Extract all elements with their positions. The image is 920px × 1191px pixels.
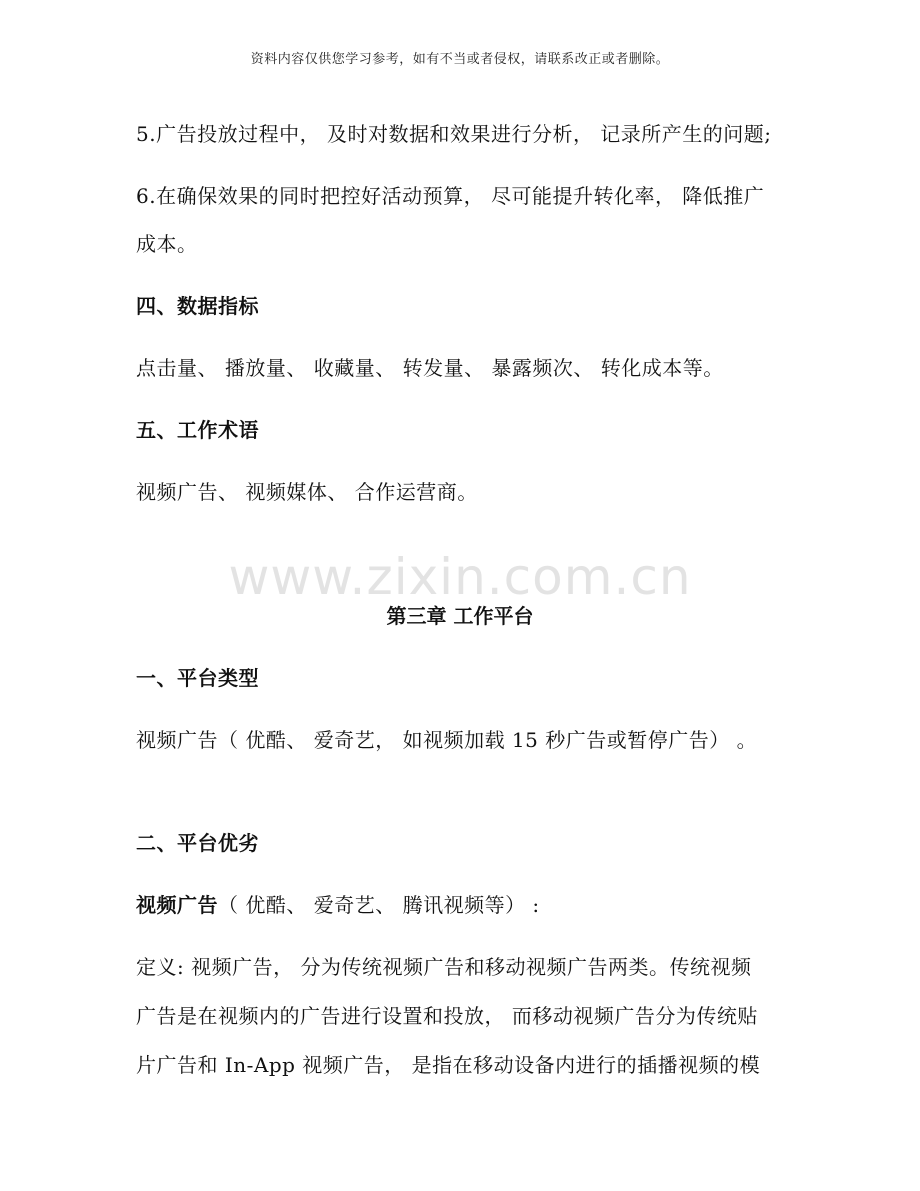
platform-section-1-body: 视频广告（ 优酷、 爱奇艺， 如视频加载 15 秒广告或暂停广告） 。 bbox=[136, 728, 758, 752]
list-item-5: 5.广告投放过程中， 及时对数据和效果进行分析， 记录所产生的问题; bbox=[136, 122, 772, 146]
platform-section-2-heading: 二、平台优劣 bbox=[136, 831, 259, 855]
section-4-body: 点击量、 播放量、 收藏量、 转发量、 暴露频次、 转化成本等。 bbox=[136, 356, 724, 380]
section-4-heading: 四、数据指标 bbox=[136, 294, 259, 318]
definition-line-3: 片广告和 In-App 视频广告， 是指在移动设备内进行的插播视频的模 bbox=[136, 1053, 761, 1077]
section-5-body: 视频广告、 视频媒体、 合作运营商。 bbox=[136, 480, 478, 504]
video-ad-label: 视频广告 bbox=[136, 893, 218, 917]
video-ad-line bbox=[136, 889, 540, 918]
video-ad-examples: （ 优酷、 爱奇艺、 腾讯视频等） : bbox=[218, 893, 540, 917]
platform-section-1-heading: 一、平台类型 bbox=[136, 666, 259, 690]
header-disclaimer: 资料内容仅供您学习参考，如有不当或者侵权，请联系改正或者删除。 bbox=[250, 52, 670, 67]
chapter-title: 第三章 工作平台 bbox=[386, 604, 534, 628]
definition-line-2: 广告是在视频内的广告进行设置和投放， 而移动视频广告分为传统贴 bbox=[136, 1004, 758, 1028]
list-item-6-continued: 成本。 bbox=[136, 232, 198, 256]
list-item-6: 6.在确保效果的同时把控好活动预算， 尽可能提升转化率， 降低推广 bbox=[136, 184, 765, 208]
definition-line-1: 定义: 视频广告， 分为传统视频广告和移动视频广告两类。传统视频 bbox=[136, 955, 752, 979]
section-5-heading: 五、工作术语 bbox=[136, 418, 259, 442]
watermark: www.zixin.com.cn bbox=[228, 548, 692, 606]
